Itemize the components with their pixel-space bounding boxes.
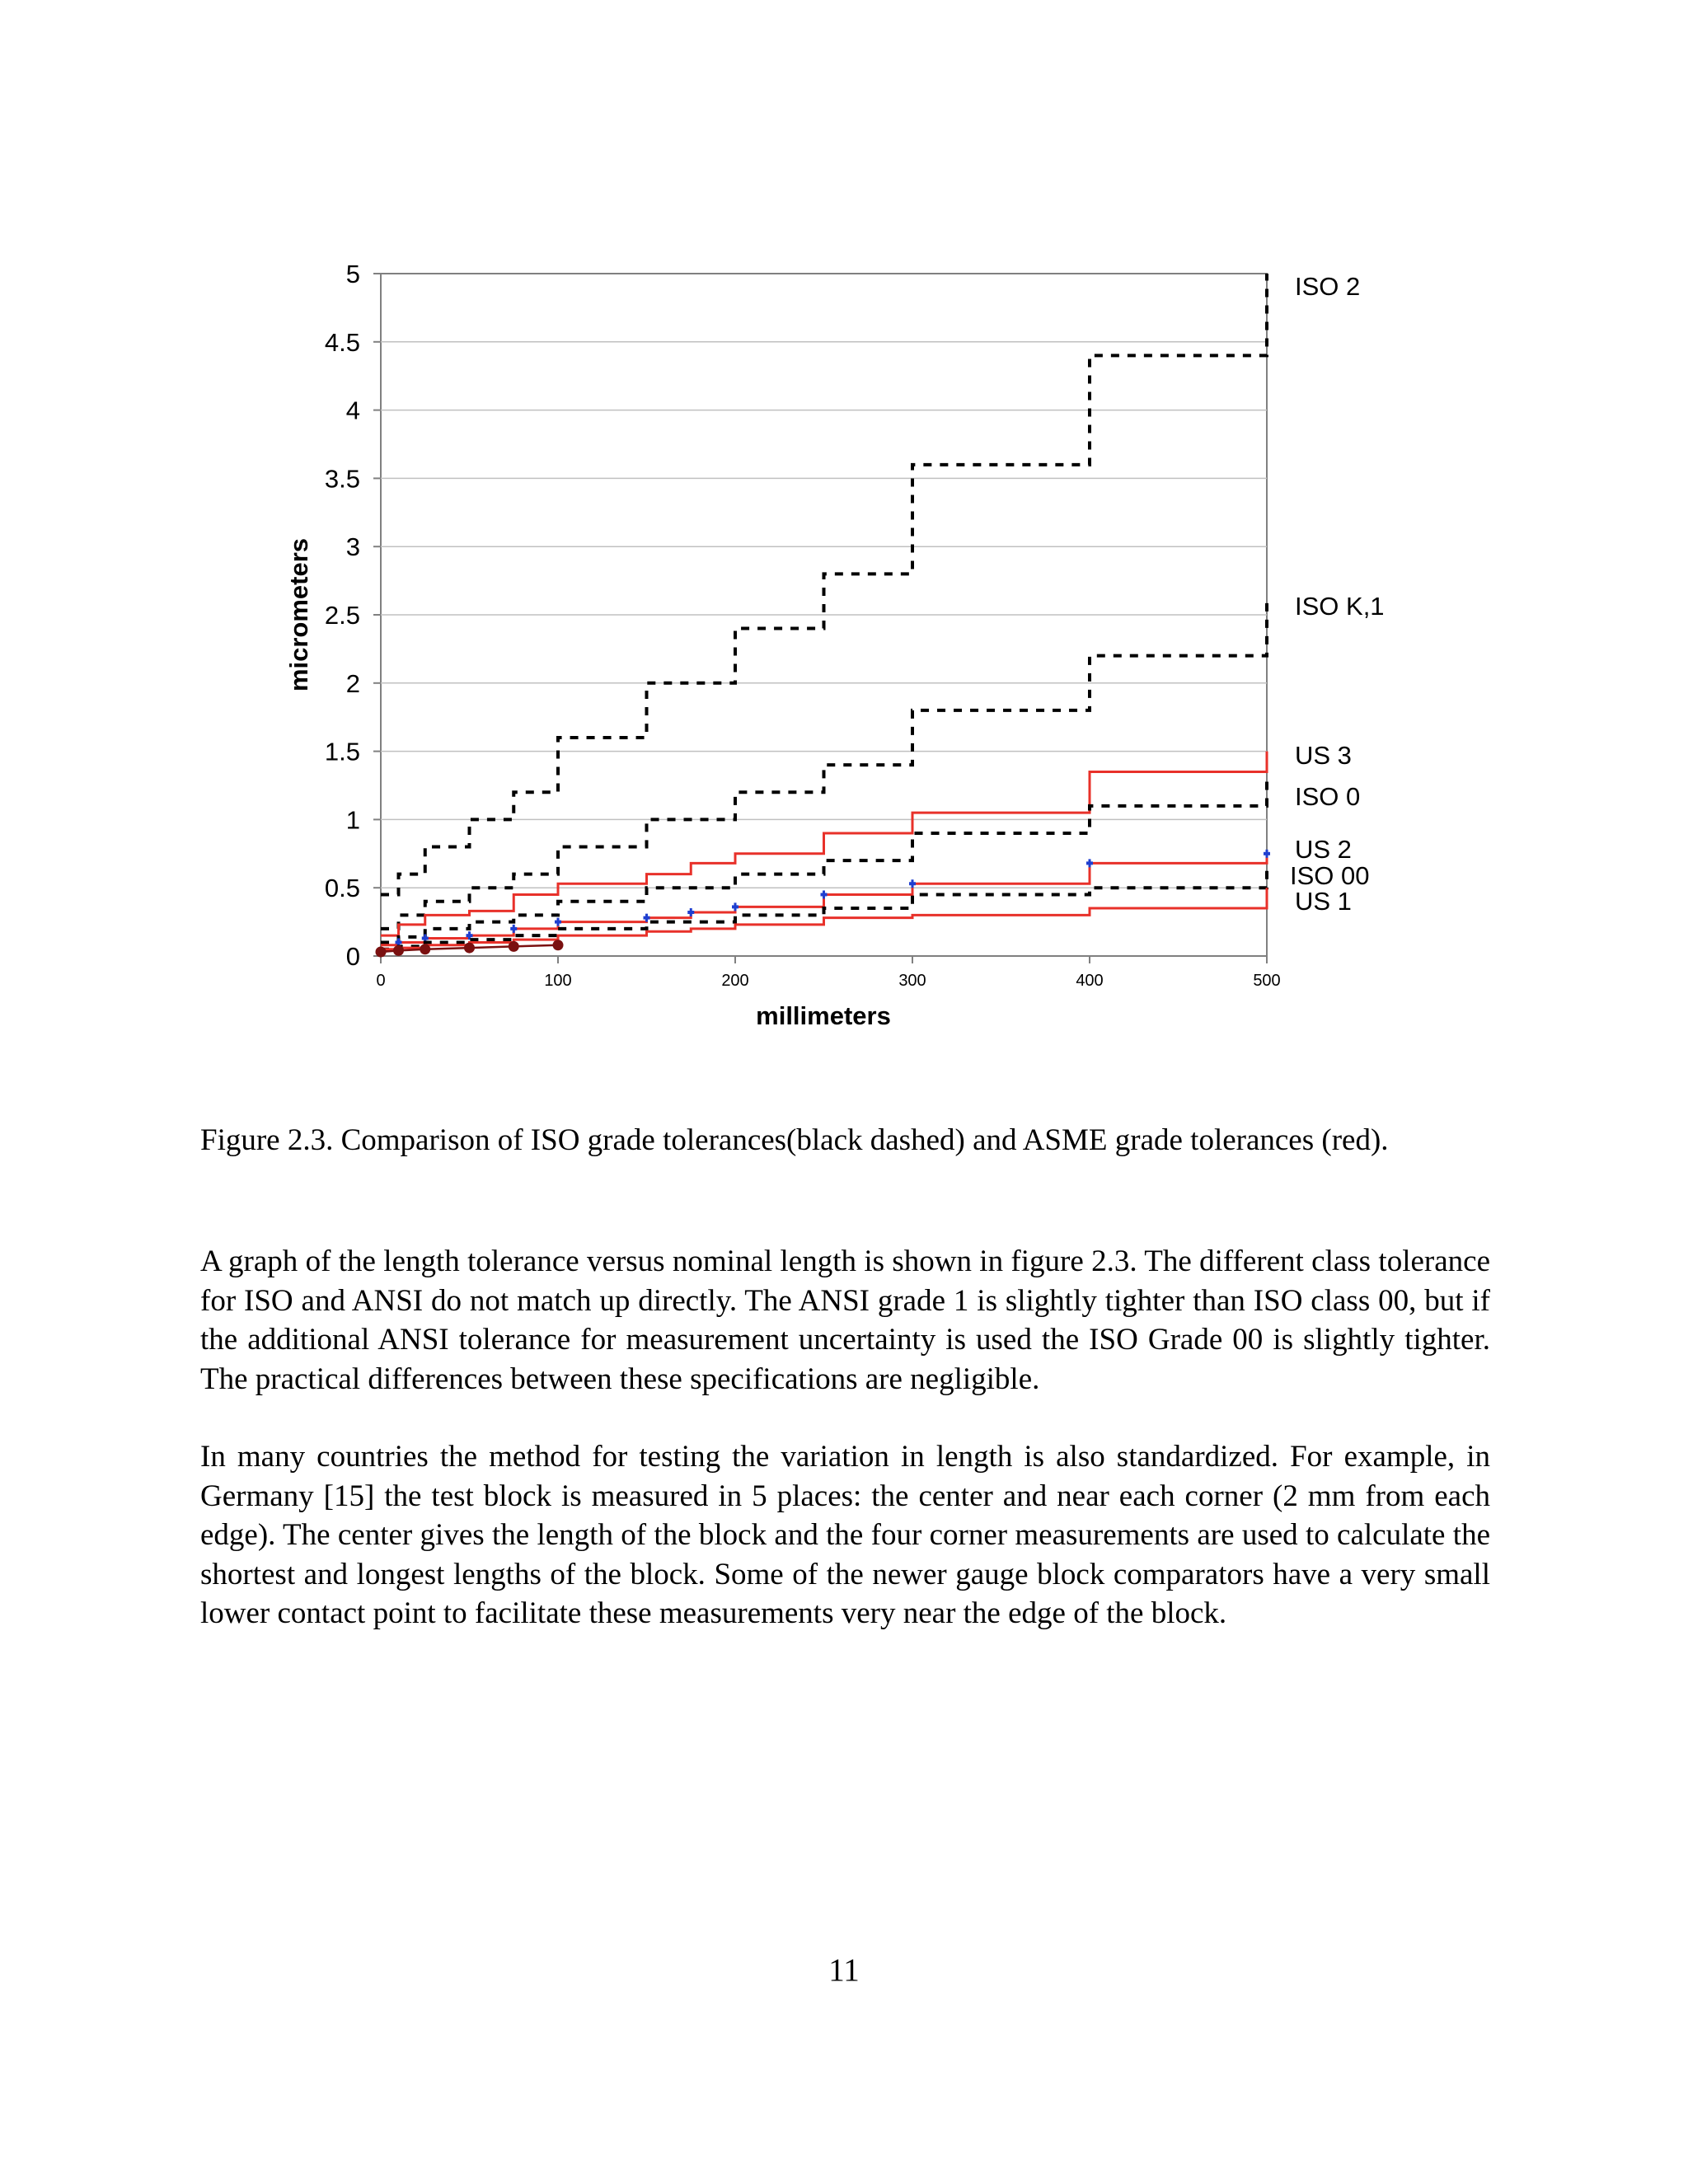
x-tick-label: 0 (376, 972, 386, 990)
y-axis-label: micrometers (284, 537, 313, 692)
y-tick-label: 1 (345, 805, 360, 835)
y-tick-label: 4.5 (324, 327, 360, 357)
x-axis-label: millimeters (756, 1001, 891, 1030)
label-us-1: US 1 (1295, 887, 1352, 916)
x-tick-label: 300 (898, 972, 926, 990)
body-paragraph-2: In many countries the method for testing the variation in length is also standardized. For example, in Germany [15] the test block is measured in 5 places: the center and near each corner (2 mm from each edge). The center gives the length of the block and the four corner measurements are used to calculate the shortest and longest lengths of the block. Some of the newer gauge block comparators have a very small lower contact point to facilitate these measurements very near the edge of the block. (200, 1440, 1490, 1630)
label-iso-k1: ISO K,1 (1295, 592, 1385, 621)
data-point (509, 941, 519, 952)
label-iso-2: ISO 2 (1295, 272, 1361, 301)
body-paragraph-1: A graph of the length tolerance versus nominal length is shown in figure 2.3. The different class tolerance for ISO and ANSI do not match up directly. The ANSI grade 1 is slightly tighter than ISO class 00, but if the additional ANSI tolerance for measurement uncertainty is used the ISO Grade 00 is slightly tighter. The practical differences between these specifications are negligible. (200, 1244, 1490, 1396)
y-tick-label: 0 (345, 942, 360, 971)
data-point (553, 940, 564, 950)
label-iso-00: ISO 00 (1290, 861, 1370, 890)
page-number: 11 (828, 1952, 860, 1988)
y-tick-label: 2.5 (324, 601, 360, 630)
y-tick-label: 5 (345, 260, 360, 288)
tolerance-chart (0, 0, 1688, 1071)
y-tick-label: 3.5 (324, 464, 360, 494)
y-tick-label: 0.5 (324, 874, 360, 903)
y-tick-label: 3 (345, 532, 360, 562)
label-iso-0: ISO 0 (1295, 782, 1361, 811)
data-point (393, 945, 404, 956)
label-us-3: US 3 (1295, 741, 1352, 770)
label-us-2: US 2 (1295, 835, 1352, 864)
y-tick-label: 2 (345, 668, 360, 698)
y-tick-labels (325, 260, 360, 971)
figure-caption: Figure 2.3. Comparison of ISO grade tolerances(black dashed) and ASME grade tolerances (red). (200, 1123, 1389, 1157)
x-tick-label: 500 (1253, 972, 1281, 990)
x-tick-label: 200 (721, 972, 749, 990)
x-tick-label: 400 (1076, 972, 1104, 990)
data-point (464, 943, 475, 954)
data-point (376, 947, 387, 958)
y-tick-label: 1.5 (324, 737, 360, 766)
data-point (420, 944, 430, 954)
x-tick-label: 100 (544, 972, 572, 990)
x-tick-labels (376, 972, 1280, 990)
y-tick-label: 4 (345, 396, 360, 425)
